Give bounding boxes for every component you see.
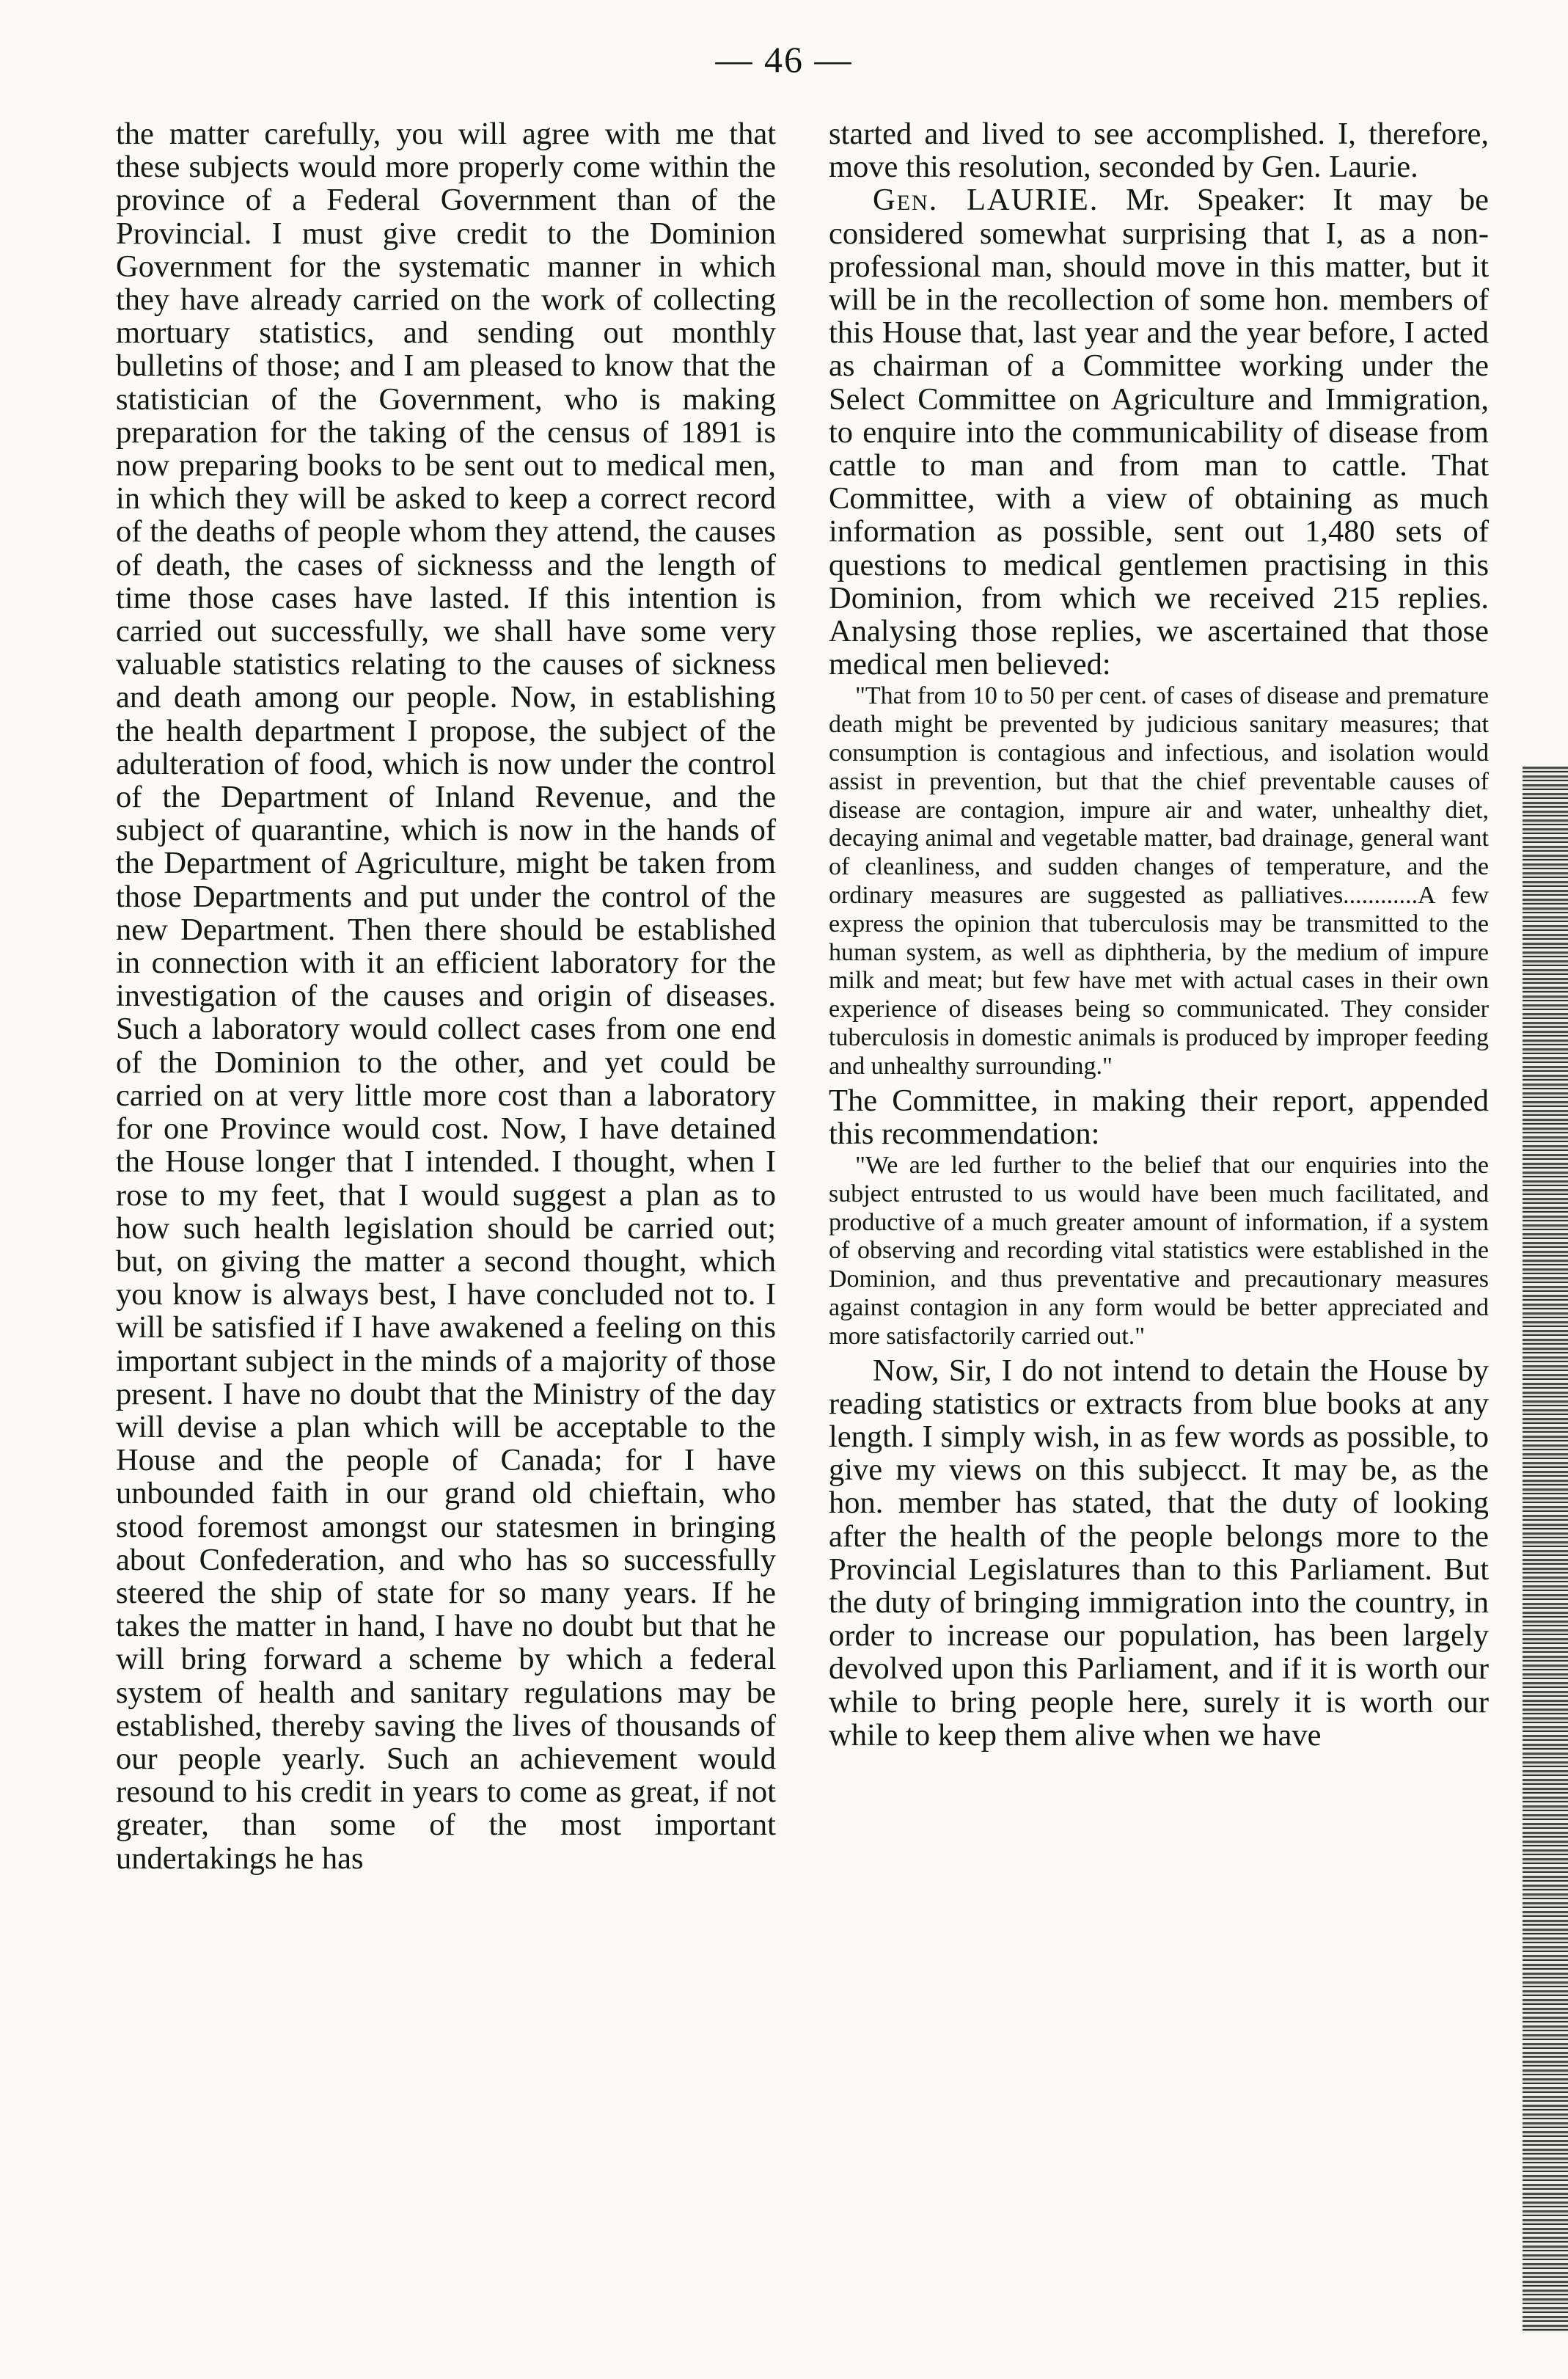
committee-findings-quote: "That from 10 to 50 per cent. of cases of disease and premature death might be prevented by judicious sanitary measures; that consumption is contagious and infectious, and isolation would assist in prevention, but that the chief preventable causes of disease are contagion, impure air and water, unhealthy diet, decaying animal and vegetable matter, bad drainage, general want of cleanliness, and sudden changes of temperature, and the ordinary measures are suggested as palliatives............A few express the opinion that tuberculosis may be transmitted to the human system, as well as diphtheria, by the medium of impure milk and meat; but few have met with actual cases in their own experience of diseases being so communicated. They consider tuberculosis in domestic animals is produced by improper feeding and unhealthy surrounding." [829,682,1489,1080]
left-paragraph: the matter carefully, you will agree with me that these subjects would more properly come within the province of a Federal Government than of the Provincial. I must give credit to the Dominion Government for the systematic manner in which they have already carried on the work of collecting mortuary statistics, and sending out monthly bulletins of those; and I am pleased to know that the statistician of the Government, who is making preparation for the taking of the census of 1891 is now preparing books to be sent out to medical men, in which they will be asked to keep a correct record of the deaths of people whom they attend, the causes of death, the cases of sicknesss and the length of time those cases have lasted. If this intention is carried out successfully, we shall have some very valuable statistics relating to the causes of sickness and death among our people. Now, in establishing the health department I propose, the subject of the adulteration of food, which is now under the control of the Department of Inland Revenue, and the subject of quarantine, which is now in the hands of the Department of Agriculture, might be taken from those Departments and put under the control of the new Department. Then there should be established in connection with it an efficient laboratory for the investigation of the causes and origin of diseases. Such a laboratory would collect cases from one end of the Dominion to the other, and yet could be carried on at very little more cost than a laboratory for one Province would cost. Now, I have detained the House longer that I intended. I thought, when I rose to my feet, that I would suggest a plan as to how such health legislation should be carried out; but, on giving the matter a second thought, which you know is always best, I have concluded not to. I will be satisfied if I have awakened a feeling on this important subject in the minds of a majority of those present. I have no doubt that the Ministry of the day will devise a plan which will be acceptable to the House and the people of Canada; for I have unbounded faith in our grand old chieftain, who stood foremost amongst our statesmen in bringing about Confederation, and who has so successfully steered the ship of state for so many years. If he takes the matter in hand, I have no doubt but that he will bring forward a scheme by which a federal system of health and sanitary regulations may be established, thereby saving the lives of thousands of our people yearly. Such an achievement would resound to his credit in years to come as great, if not greater, than some of the most important undertakings he has [116,117,776,1876]
speaker-name: Gen. LAURIE. [873,183,1099,218]
speaker-text: Mr. Speaker: It may be considered somewhat surprising that I, as a non-professional man, should move in this matter, but it will be in the recollection of some hon. members of this House that, last year and the year before, I acted as chairman of a Committee working under the Select Committee on Agriculture and Immigration, to enquire into the communicability of disease from cattle to man and from man to cattle. That Committee, with a view of obtaining as much information as possible, sent out 1,480 sets of questions to medical gentlemen practising in this Dominion, from which we received 215 replies. Analysing those replies, we ascertained that those medical men believed: [829,183,1489,682]
committee-recommendation-quote: "We are led further to the belief that our enquiries into the subject entrusted to us would have been much facilitated, and productive of a much greater amount of information, if a system of observing and recording vital statistics were established in the Dominion, and thus preventative and precautionary measures against contagion in any form would be better appreciated and more satisfactorily carried out." [829,1152,1489,1350]
committee-report-line: The Committee, in making their report, appended this recommendation: [829,1083,1489,1151]
speaker-paragraph [829,183,1489,681]
right-opening-paragraph: started and lived to see accomplished. I, therefore, move this resolution, seconded by Gen. Laurie. [829,117,1489,185]
page-edge-strip [1523,767,1568,2333]
right-column [829,117,1489,1752]
page-number: — 46 — [715,39,853,80]
right-closing-paragraph: Now, Sir, I do not intend to detain the House by reading statistics or extracts from blue books at any length. I simply wish, in as few words as possible, to give my views on this subjecct. It may be, as the hon. member has stated, that the duty of looking after the health of the people belongs more to the Provincial Legislatures than to this Parliament. But the duty of bringing immigration into the country, in order to increase our population, has been largely devolved upon this Parliament, and if it is worth our while to bring people here, surely it is worth our while to keep them alive when we have [829,1353,1489,1753]
left-column [116,117,776,1875]
